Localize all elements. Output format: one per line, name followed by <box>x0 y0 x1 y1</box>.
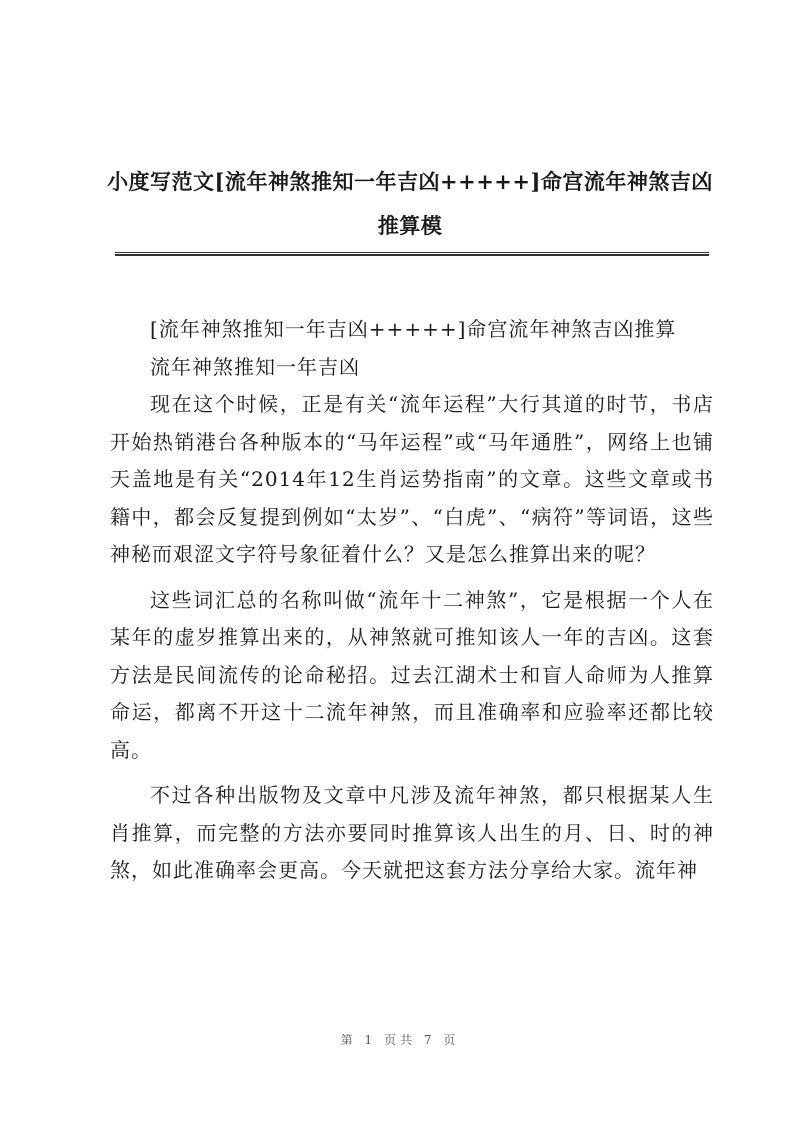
paragraph-subheading: 流年神煞推知一年吉凶 <box>150 354 360 379</box>
document-title: 小度写范文[流年神煞推知一年吉凶+++++]命宫流年神煞吉凶推算模 <box>107 169 713 238</box>
page-number-footer: 第 1 页共 7 页 <box>340 1033 460 1047</box>
paragraph-definition: 这些词汇总的名称叫做“流年十二神煞”，它是根据一个人在某年的虚岁推算出来的，从神煞就可推知该人一年的吉凶。这套方法是民间流传的论命秘招。过去江湖术士和盲人命师为人推算命运，都离不开这十二流年神煞，而且准确率和应验率还都比较高。 <box>110 587 714 762</box>
paragraph-intro: 现在这个时候，正是有关“流年运程”大行其道的时节，书店开始热销港台各种版本的“马年运程”或“马年通胜”，网络上也铺天盖地是有关“2014年12生肖运势指南”的文章。这些文章或书籍中，都会反复提到例如“太岁”、“白虎”、“病符”等词语，这些神秘而艰涩文字符号象征着什么？又是怎么推算出来的呢？ <box>110 392 714 566</box>
document-body <box>110 311 714 890</box>
title-divider <box>115 252 709 256</box>
paragraph-heading: [流年神煞推知一年吉凶+++++]命宫流年神煞吉凶推算 <box>150 317 677 341</box>
paragraph-method: 不过各种出版物及文章中凡涉及流年神煞，都只根据某人生肖推算，而完整的方法亦要同时推算该人出生的月、日、时的神煞，如此准确率会更高。今天就把这套方法分享给大家。流年神 <box>110 783 714 882</box>
